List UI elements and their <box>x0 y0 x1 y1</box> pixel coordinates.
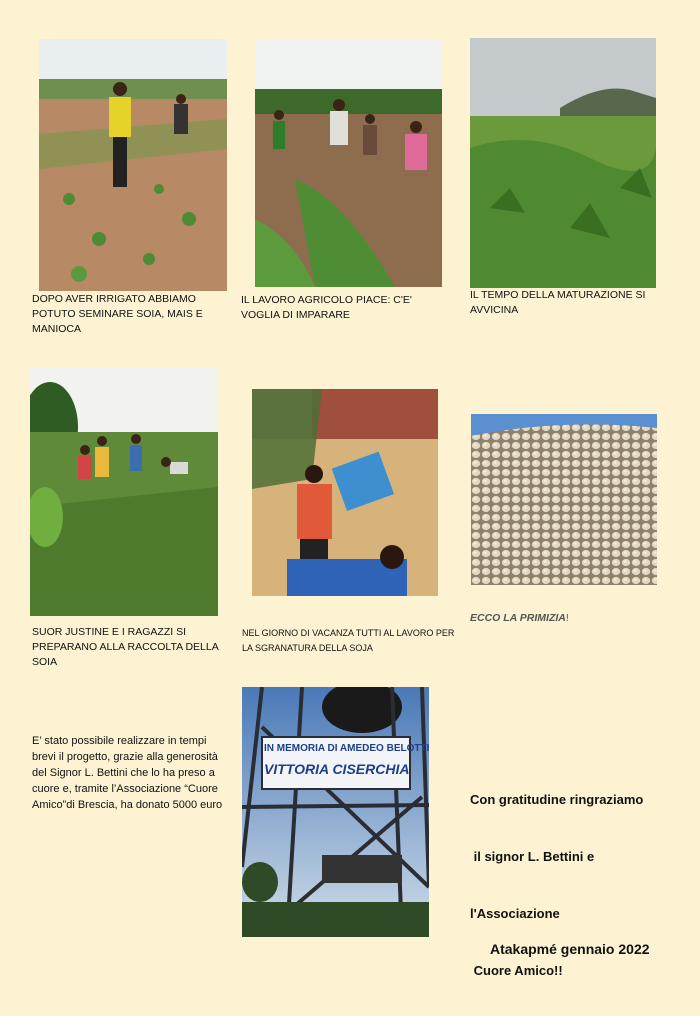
photo-soybeans <box>471 414 657 585</box>
caption-maturation: IL TEMPO DELLA MATURAZIONE SI AVVICINA <box>470 289 646 316</box>
thanks-line-2: il signor L. Bettini e <box>470 849 595 864</box>
photo-group-field <box>255 39 442 287</box>
project-description: E’ stato possibile realizzare in tempi brevi il progetto, grazie alla generosità del Signor L. Bettini che lo ha preso a cuore e, tramite l’Associazione “Cuore Amico”di Brescia, ha donato 5000 euro <box>32 735 223 811</box>
signature-date: Atakapmé gennaio 2022 <box>490 941 650 957</box>
photo-field-irrigated <box>39 39 227 291</box>
caption-first-fruits <box>470 611 660 626</box>
caption-first-fruits-excl: ! <box>565 612 569 624</box>
memorial-plaque-line2: VITTORIA CISERCHIA <box>264 761 410 777</box>
thanks-line-1: Con gratitudine ringraziamo <box>470 792 644 807</box>
caption-first-fruits-text: ECCO LA PRIMIZIA <box>470 612 566 624</box>
thanks-line-4: Cuore Amico!! <box>470 963 563 978</box>
memorial-plaque-line1: IN MEMORIA DI AMEDEO BELOTTI <box>264 743 429 754</box>
photo-water-tower <box>242 687 429 937</box>
thanks-text <box>470 752 670 999</box>
caption-irrigated: DOPO AVER IRRIGATO ABBIAMO POTUTO SEMINARE SOIA, MAIS E MANIOCA <box>32 293 203 335</box>
photo-harvest-prep <box>30 367 218 616</box>
caption-harvest-prep: SUOR JUSTINE E I RAGAZZI SI PREPARANO ALLA RACCOLTA DELLA SOIA <box>32 626 219 668</box>
photo-maturing-crop <box>470 38 656 288</box>
thanks-line-3: l'Associazione <box>470 906 560 921</box>
caption-shelling: NEL GIORNO DI VACANZA TUTTI AL LAVORO PER LA SGRANATURA DELLA SOJA <box>242 628 455 653</box>
caption-agricultural-work: IL LAVORO AGRICOLO PIACE: C'E' VOGLIA DI IMPARARE <box>241 294 412 321</box>
photo-shelling <box>252 389 438 596</box>
